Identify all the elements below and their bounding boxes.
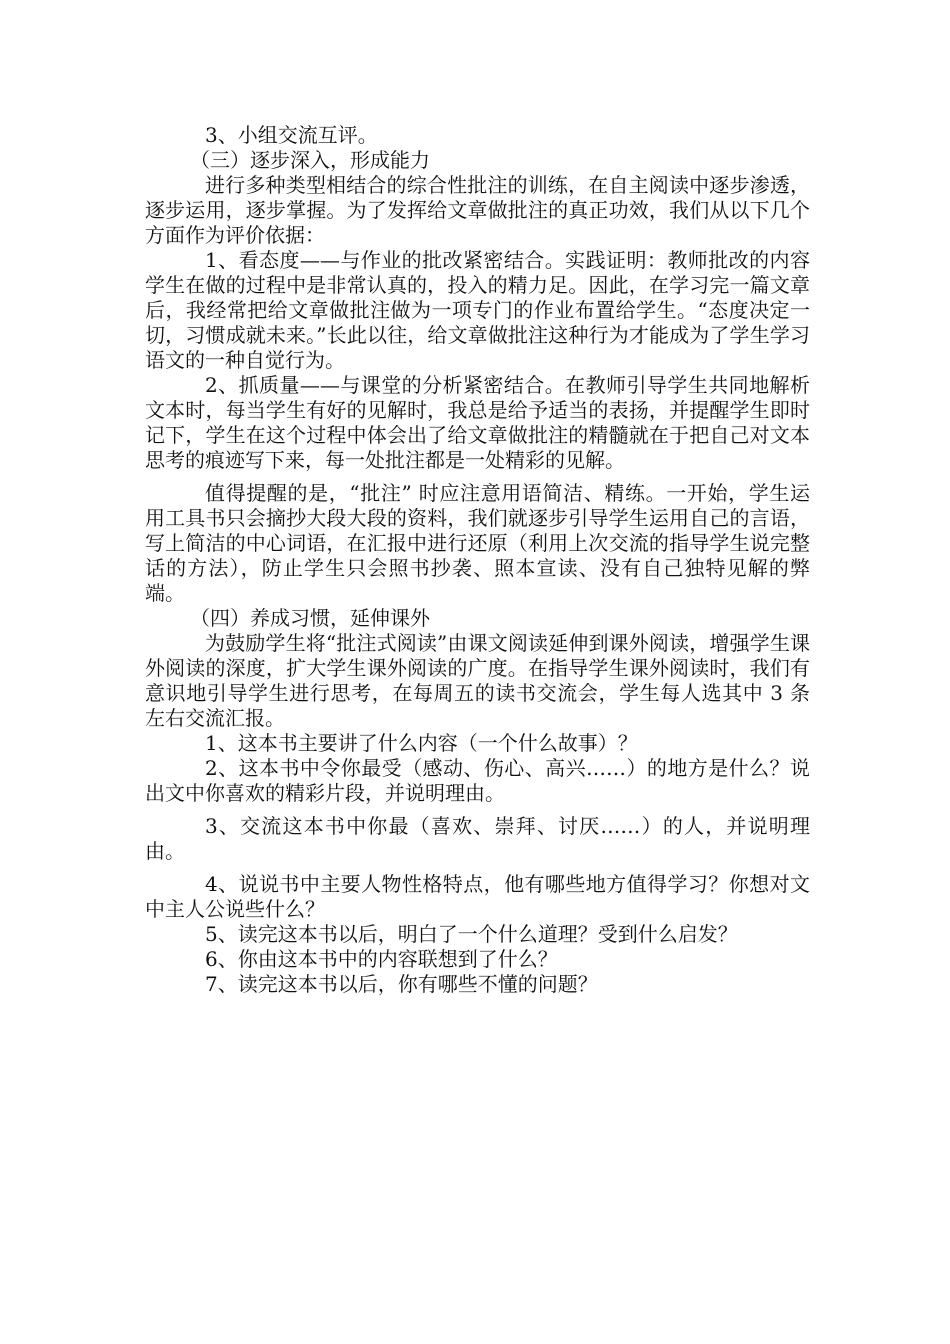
question-item-5: 5、读完这本书以后，明白了一个什么道理？受到什么启发？	[205, 922, 738, 946]
question-item-7: 7、读完这本书以后，你有哪些不懂的问题？	[205, 972, 598, 996]
question-item-4: 4、说说书中主要人物性格特点，他有哪些地方值得学习？你想对文中主人公说些什么？	[145, 872, 810, 921]
section-heading-4: （四）养成习惯，延伸课外	[190, 606, 430, 630]
paragraph-extend: 为鼓励学生将“批注式阅读”由课文阅读延伸到课外阅读，增强学生课外阅读的深度，扩大学生课外阅读的广度。在指导学生课外阅读时，我们有意识地引导学生进行思考，在每周五的读书交流会，学生每人选其中 3 条左右交流汇报。	[145, 631, 810, 730]
question-item-3: 3、交流这本书中你最（喜欢、崇拜、讨厌……）的人，并说明理由。	[145, 814, 810, 863]
paragraph-attitude: 1、看态度——与作业的批改紧密结合。实践证明：教师批改的内容学生在做的过程中是非常认真的，投入的精力足。因此，在学习完一篇文章后，我经常把给文章做批注做为一项专门的作业布置给学生。“态度决定一切，习惯成就未来。”长此以往，给文章做批注这种行为才能成为了学生学习语文的一种自觉行为。	[145, 248, 810, 372]
question-item-1: 1、这本书主要讲了什么内容（一个什么故事）？	[205, 731, 638, 755]
question-item-2: 2、这本书中令你最受（感动、伤心、高兴……）的地方是什么？说出文中你喜欢的精彩片段，并说明理由。	[145, 756, 810, 805]
paragraph-intro: 进行多种类型相结合的综合性批注的训练，在自主阅读中逐步渗透，逐步运用，逐步掌握。为了发挥给文章做批注的真正功效，我们从以下几个方面作为评价依据：	[145, 173, 810, 247]
paragraph-reminder: 值得提醒的是，“批注” 时应注意用语简洁、精练。一开始，学生运用工具书只会摘抄大段大段的资料，我们就逐步引导学生运用自己的言语，写上简洁的中心词语，在汇报中进行还原（利用上次交流的指导学生说完整话的方法），防止学生只会照书抄袭、照本宣读、没有自己独特见解的弊端。	[145, 481, 810, 605]
document-body	[145, 123, 810, 997]
section-heading-3: （三）逐步深入，形成能力	[190, 148, 430, 172]
question-item-6: 6、你由这本书中的内容联想到了什么？	[205, 947, 558, 971]
paragraph-quality: 2、抓质量——与课堂的分析紧密结合。在教师引导学生共同地解析文本时，每当学生有好的见解时，我总是给予适当的表扬，并提醒学生即时记下，学生在这个过程中体会出了给文章做批注的精髓就在于把自己对文本思考的痕迹写下来，每一处批注都是一处精彩的见解。	[145, 373, 810, 472]
list-item-3-group-review: 3、小组交流互评。	[205, 123, 378, 147]
